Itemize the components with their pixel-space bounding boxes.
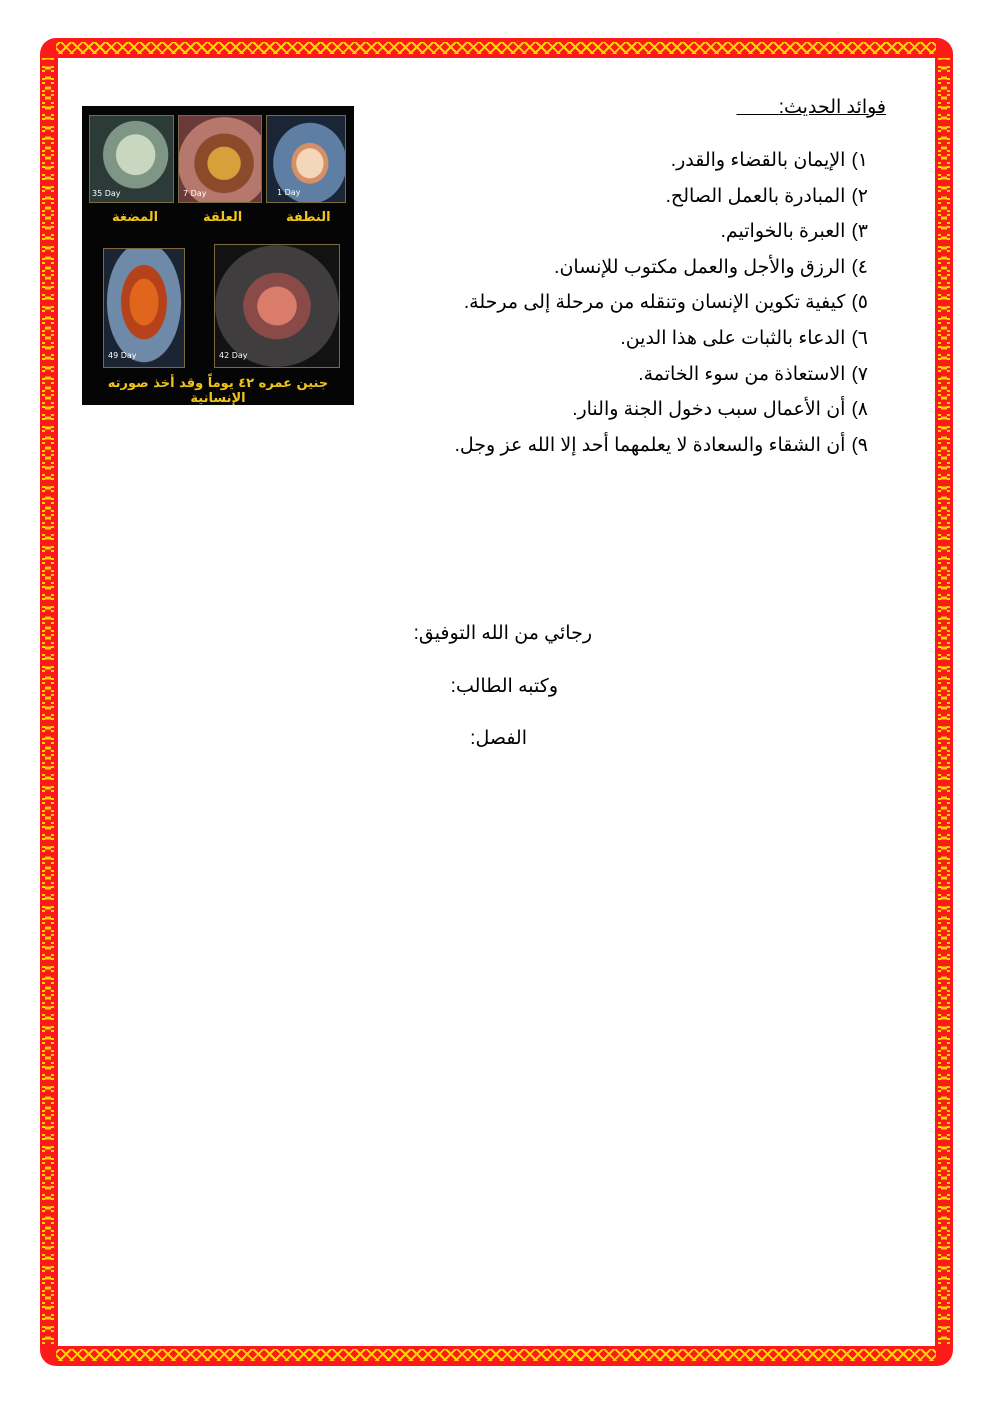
border-left-pattern (42, 56, 54, 1347)
embryo-day-7-picture: 7 Day (178, 115, 262, 203)
list-item: ٤)الرزق والأجل والعمل مكتوب للإنسان. (554, 256, 868, 278)
border-right-pattern (938, 56, 950, 1347)
list-item: ٧)الاستعاذة من سوء الخاتمة. (638, 363, 868, 385)
embryo-stages-image (82, 106, 354, 405)
embryo-day-49-picture: 49 Day (103, 248, 185, 368)
class-label: الفصل: (470, 728, 527, 749)
list-item: ٩)أن الشقاء والسعادة لا يعلمهما أحد إلا الله عز وجل. (454, 434, 868, 456)
list-item: ١)الإيمان بالقضاء والقدر. (670, 150, 868, 171)
page-title: فوائد الحديث: (778, 97, 886, 118)
stage-label-mudgha: المضغة (112, 210, 159, 225)
border-bottom-pattern (56, 1349, 936, 1361)
list-item: ٦)الدعاء بالثبات على هذا الدين. (620, 327, 868, 349)
benefits-list (455, 143, 868, 463)
embryo-day-42-picture: 42 Day (214, 244, 340, 368)
list-item: ٥)كيفية تكوين الإنسان وتنقله من مرحلة إلى مرحلة. (463, 292, 868, 314)
border-top-pattern (56, 42, 936, 54)
closing-wish: رجائي من الله التوفيق: (413, 623, 592, 644)
image-caption: جنين عمره ٤٢ يوماً وقد أخذ صورته الإنسانية (107, 376, 329, 406)
embryo-day-35-picture: 35 Day (89, 115, 174, 203)
embryo-day-1-picture: 1 Day (266, 115, 346, 203)
list-item: ٢)المبادرة بالعمل الصالح. (665, 185, 868, 207)
stage-label-nutfa: النطفة (286, 210, 331, 225)
stage-label-alaqa: العلقة (203, 210, 243, 225)
list-item: ٨)أن الأعمال سبب دخول الجنة والنار. (572, 399, 868, 421)
student-name-label: وكتبه الطالب: (450, 676, 558, 697)
list-item: ٣)العبرة بالخواتيم. (720, 221, 868, 243)
